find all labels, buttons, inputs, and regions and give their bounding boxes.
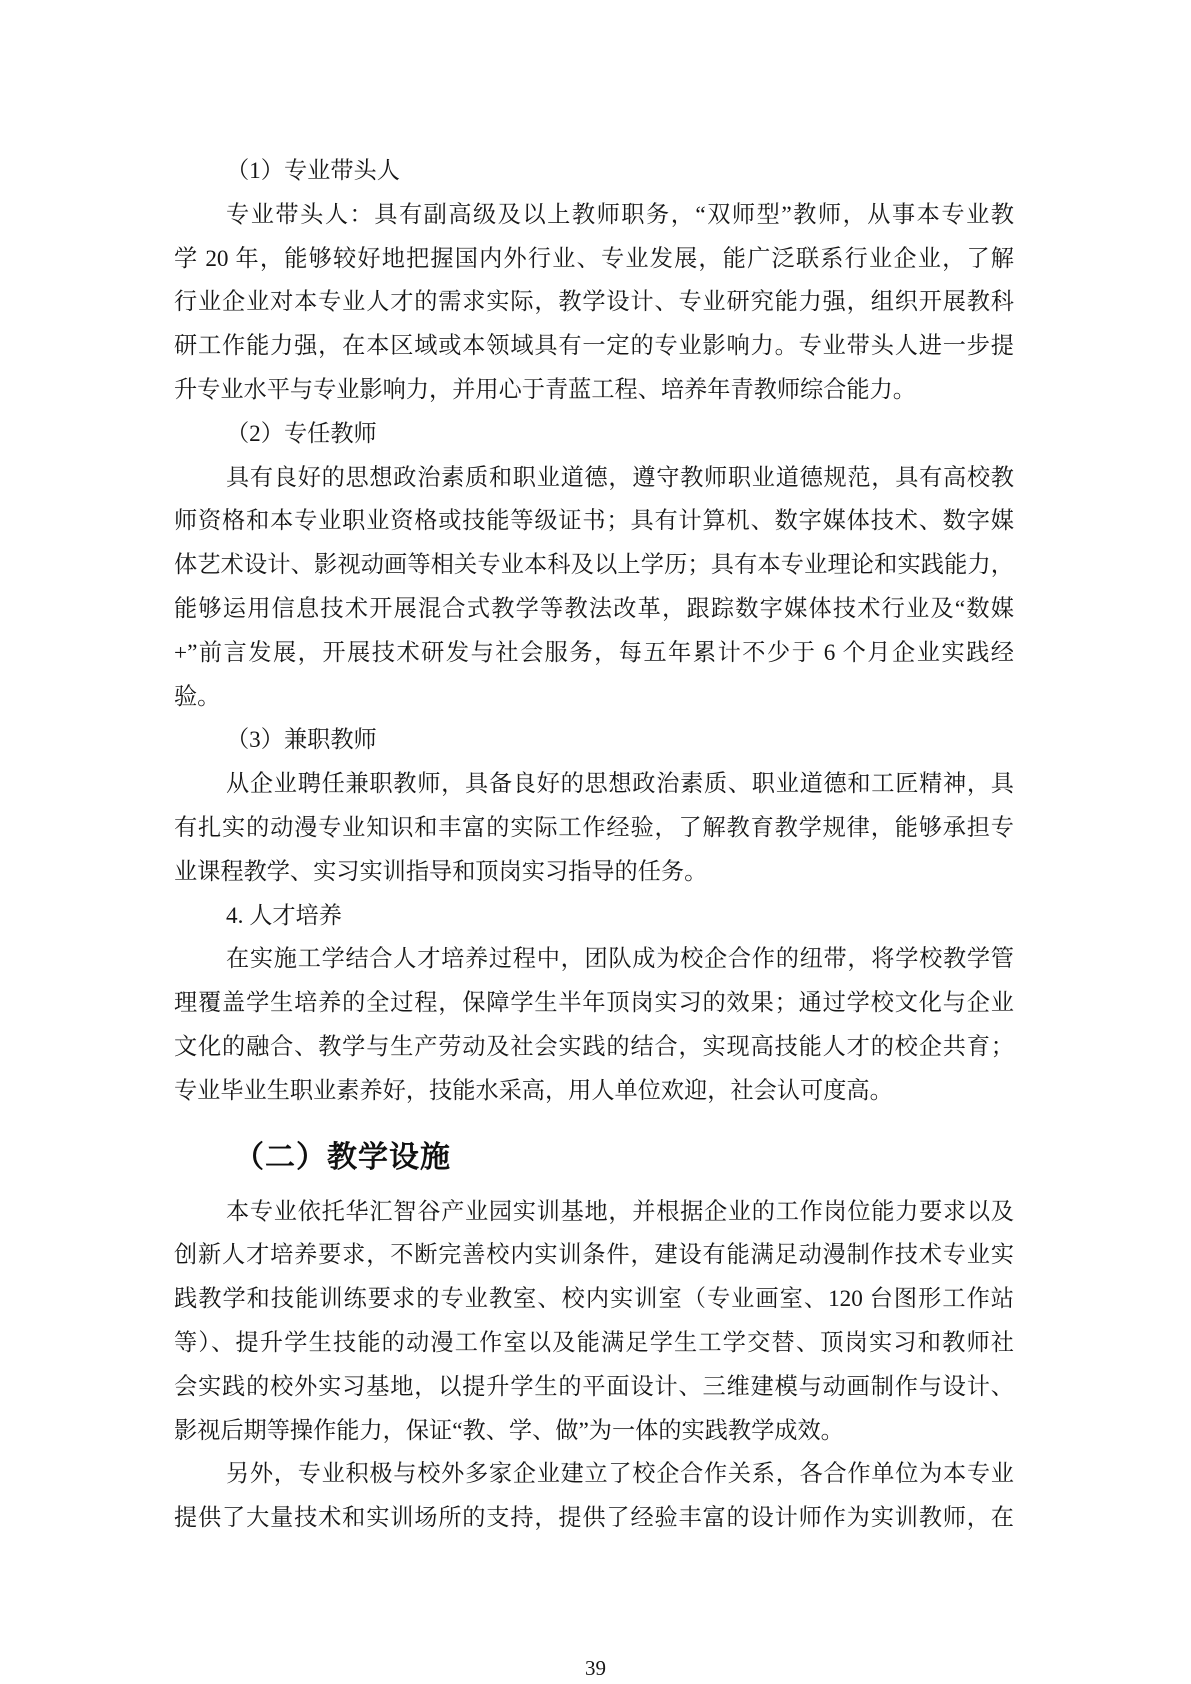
text-line: 理覆盖学生培养的全过程，保障学生半年顶岗实习的效果；通过学校文化与企业 — [174, 990, 1014, 1017]
text-line: 有扎实的动漫专业知识和丰富的实际工作经验，了解教育教学规律，能够承担专 — [174, 814, 1014, 841]
subheading-paragraph — [174, 413, 1014, 457]
subheading-paragraph — [174, 719, 1014, 763]
text-line: 践教学和技能训练要求的专业教室、校内实训室（专业画室、120 台图形工作站 — [174, 1286, 1014, 1313]
text-line: （2）专任教师 — [226, 420, 377, 447]
page-number: 39 — [585, 1656, 606, 1680]
text-line: （1）专业带头人 — [226, 158, 400, 184]
text-line: 专业带头人：具有副高级及以上教师职务，“双师型”教师，从事本专业教 — [226, 201, 1014, 228]
body-paragraph — [174, 763, 1014, 894]
text-line: 影视后期等操作能力，保证“教、学、做”为一体的实践教学成效。 — [174, 1417, 844, 1444]
text-line: 创新人才培养要求，不断完善校内实训条件，建设有能满足动漫制作技术专业实 — [174, 1242, 1014, 1269]
document-body — [174, 150, 1014, 1541]
text-line: 本专业依托华汇智谷产业园实训基地，并根据企业的工作岗位能力要求以及 — [226, 1198, 1014, 1225]
text-line: 文化的融合、教学与生产劳动及社会实践的结合，实现高技能人才的校企共育； — [174, 1033, 1014, 1060]
body-paragraph — [174, 194, 1014, 413]
text-line: +”前言发展，开展技术研发与社会服务，每五年累计不少于 6 个月企业实践经 — [174, 639, 1014, 666]
text-line: 另外，专业积极与校外多家企业建立了校企合作关系，各合作单位为本专业 — [226, 1461, 1014, 1488]
text-line: 研工作能力强，在本区域或本领域具有一定的专业影响力。专业带头人进一步提 — [174, 333, 1014, 360]
text-line: 验。 — [174, 683, 221, 710]
text-line: 业课程教学、实习实训指导和顶岗实习指导的任务。 — [174, 858, 708, 885]
text-line: 从企业聘任兼职教师，具备良好的思想政治素质、职业道德和工匠精神，具 — [226, 771, 1014, 798]
text-line: 学 20 年，能够较好地把握国内外行业、专业发展，能广泛联系行业企业，了解 — [174, 245, 1014, 272]
subheading-paragraph — [174, 895, 1014, 939]
text-line: 能够运用信息技术开展混合式教学等教法改革，跟踪数字媒体技术行业及“数媒 — [174, 595, 1014, 622]
text-line: 师资格和本专业职业资格或技能等级证书；具有计算机、数字媒体技术、数字媒 — [174, 508, 1014, 535]
body-paragraph — [174, 938, 1014, 1113]
text-line: 升专业水平与专业影响力，并用心于青蓝工程、培养年青教师综合能力。 — [174, 376, 916, 403]
text-line: 在实施工学结合人才培养过程中，团队成为校企合作的纽带，将学校教学管 — [226, 946, 1014, 973]
subheading-paragraph — [174, 150, 1014, 194]
text-line: 等）、提升学生技能的动漫工作室以及能满足学生工学交替、顶岗实习和教师社 — [174, 1329, 1014, 1356]
text-line: 行业企业对本专业人才的需求实际，教学设计、专业研究能力强，组织开展教科 — [174, 289, 1014, 316]
text-line: 会实践的校外实习基地，以提升学生的平面设计、三维建模与动画制作与设计、 — [174, 1373, 1014, 1400]
body-paragraph — [174, 1191, 1014, 1454]
text-line: 体艺术设计、影视动画等相关专业本科及以上学历；具有本专业理论和实践能力， — [174, 552, 1014, 579]
text-line: 4. 人才培养 — [226, 902, 342, 929]
body-paragraph — [174, 1453, 1014, 1541]
body-paragraph — [174, 457, 1014, 720]
text-line: （3）兼职教师 — [226, 727, 377, 754]
text-line: 具有良好的思想政治素质和职业道德，遵守教师职业道德规范，具有高校教 — [226, 464, 1014, 491]
section-heading: （二）教学设施 — [234, 1140, 451, 1174]
text-line: 专业毕业生职业素养好，技能水采高，用人单位欢迎，社会认可度高。 — [174, 1077, 893, 1104]
text-line: 提供了大量技术和实训场所的支持，提供了经验丰富的设计师作为实训教师，在 — [174, 1505, 1014, 1532]
